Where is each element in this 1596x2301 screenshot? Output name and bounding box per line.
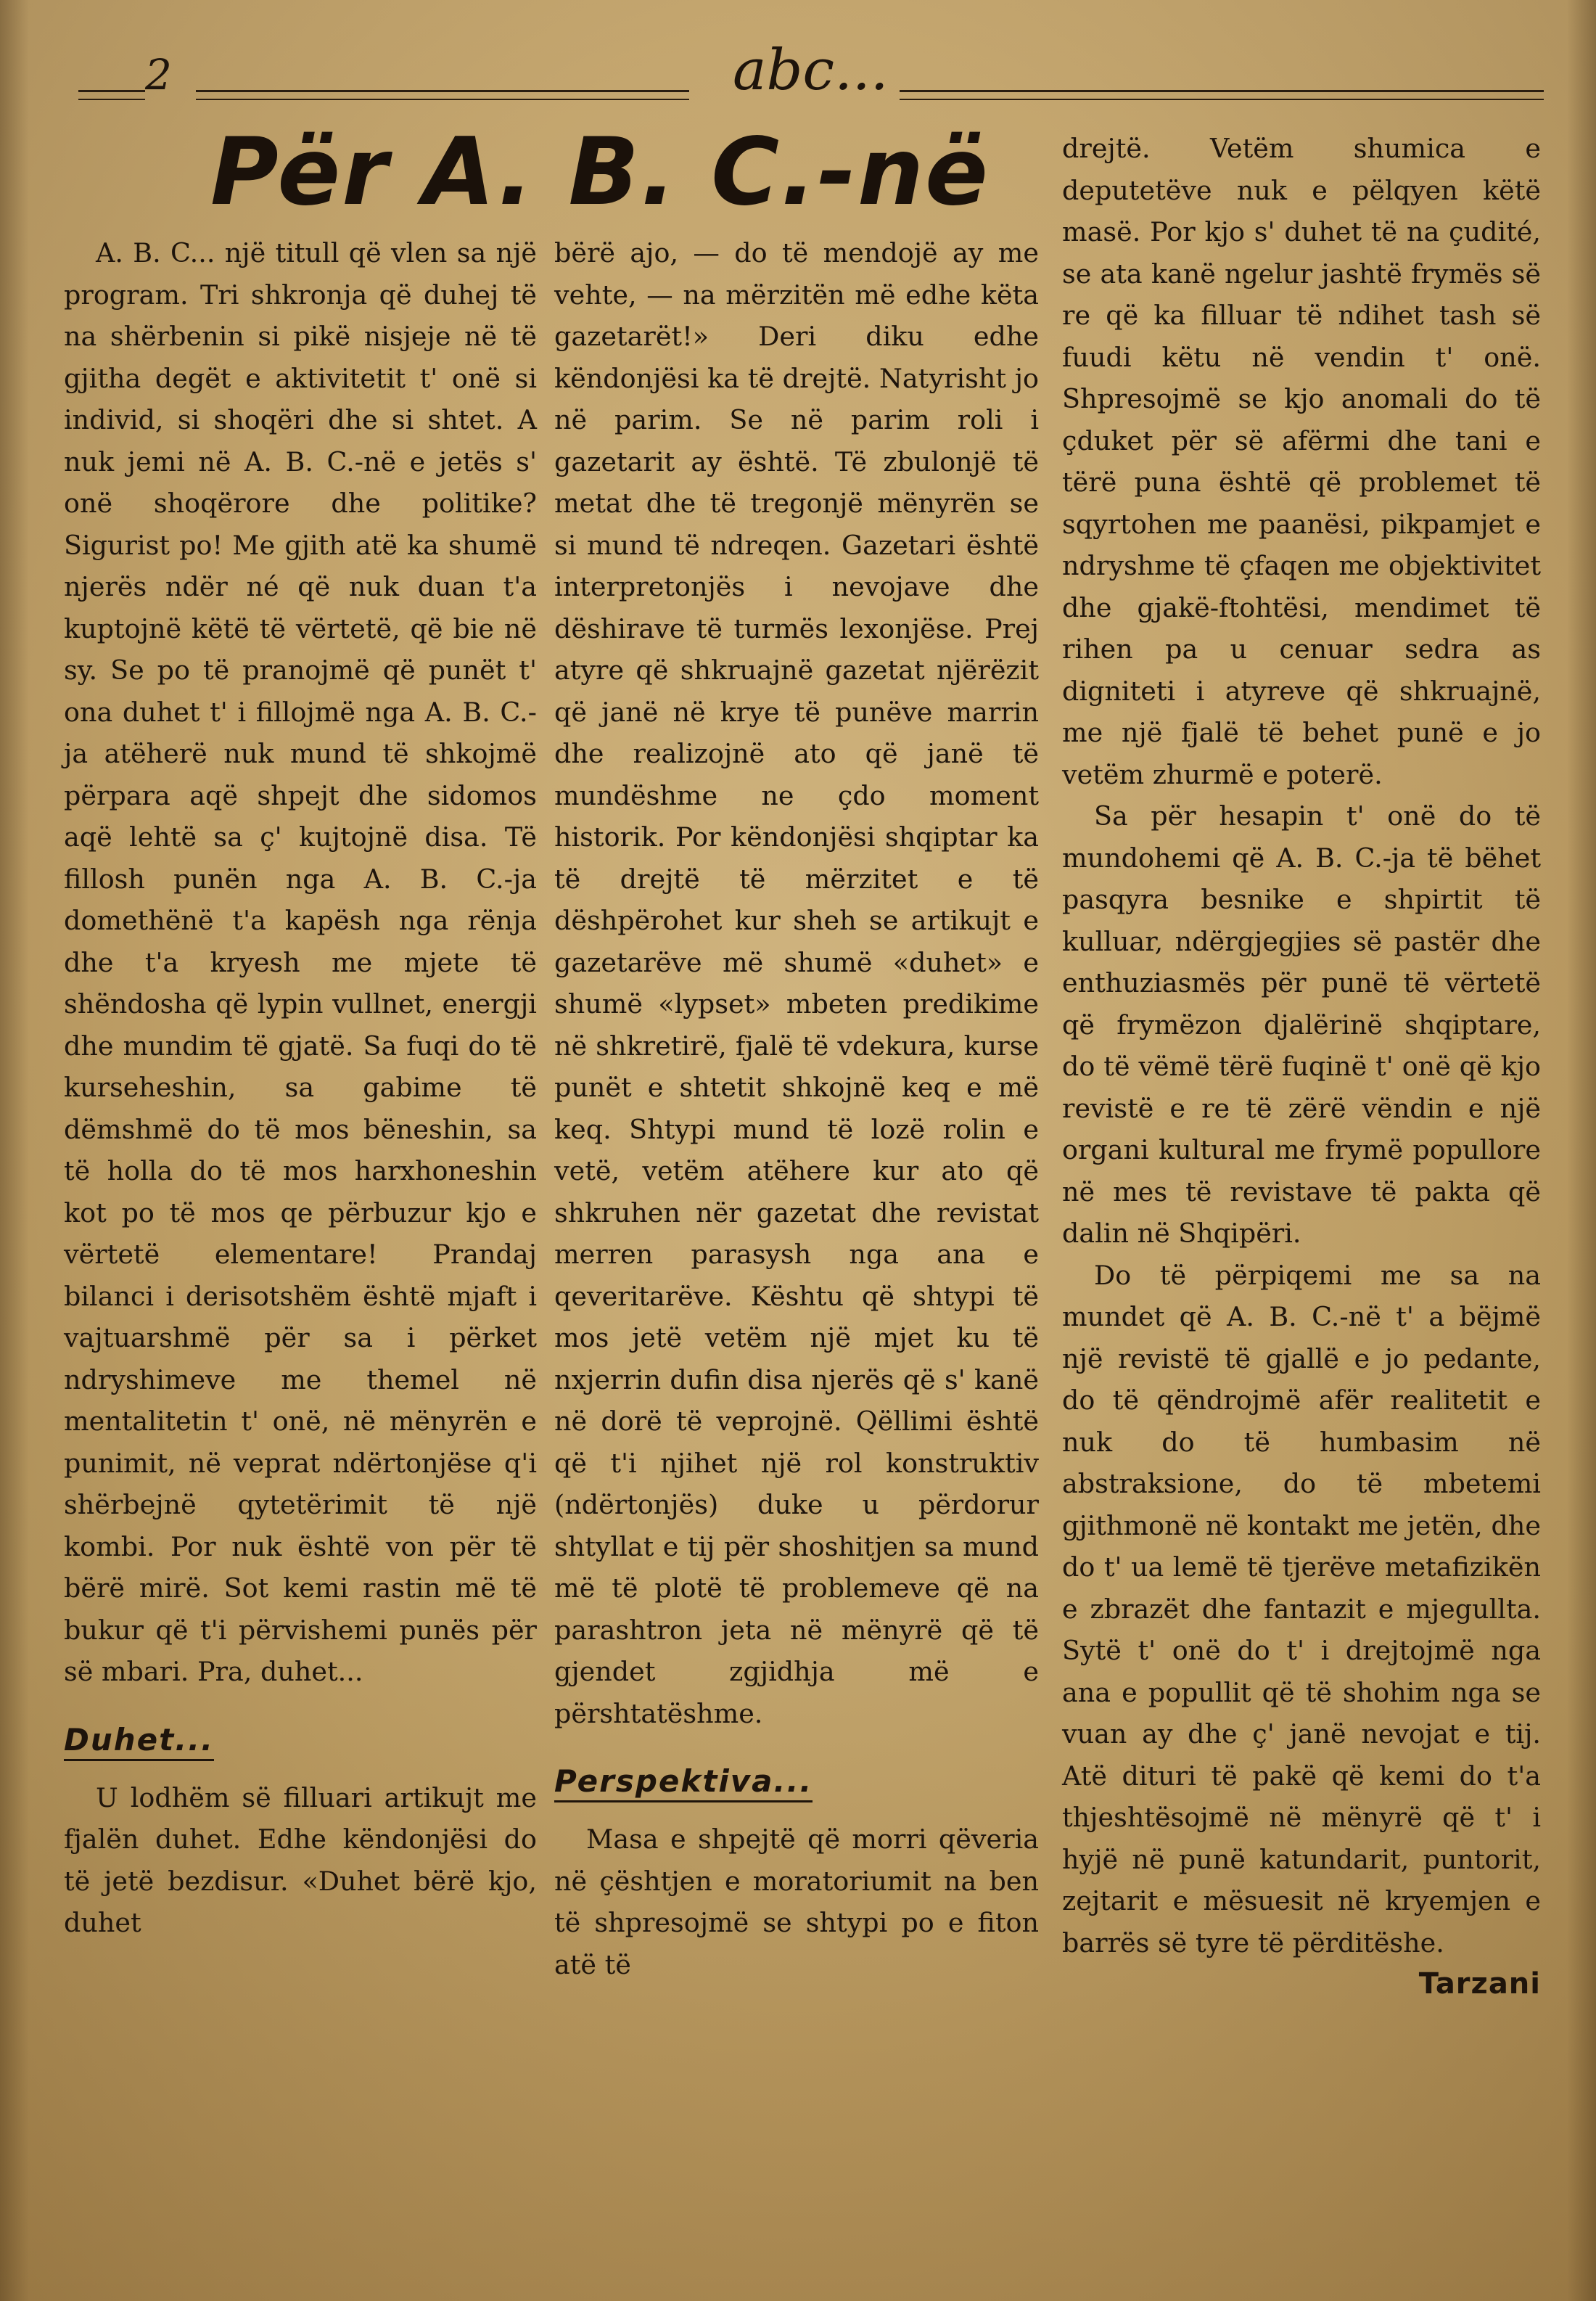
header-rule-right-lower xyxy=(900,99,1544,100)
subhead-duhet xyxy=(64,1719,537,1761)
header-rule-left-lower xyxy=(78,99,145,100)
paragraph-duhet: U lodhëm së filluari artikujt me fjalën duhet. Edhe këndonjësi do të jetë bezdisur. «Duhet bërë kjo, duhet xyxy=(64,1781,537,1938)
author-signature: Tarzani xyxy=(1418,1967,1541,2001)
page-number: 2 xyxy=(145,50,172,99)
paragraph-continued-2: drejtë. Vetëm shumica e deputetëve nuk e pëlqyen këtë masë. Por kjo s' duhet të na çudité, se ata kanë ngelur jashtë frymës së re që ka filluar të ndihet tash së fuudi këtu në vendin t' onë. Shpresojmë se kjo anomali do të çduket për së afërmi dhe tani e tërë puna është që problemet të sqyrtohen me paanësi, pikpamjet e ndryshme të çfaqen me objektivitet dhe gjakë-ftohtësi, mendimet të rihen pa u cenuar sedra as digniteti i atyreve që shkruajnë, me një fjalë të behet punë e jo vetëm zhurmë e poterë. xyxy=(1062,133,1541,790)
header-rule-right xyxy=(900,90,1544,92)
subhead-duhet-text: Duhet... xyxy=(64,1722,214,1761)
subhead-perspektiva-text: Perspektiva... xyxy=(554,1763,813,1802)
header-rule-mid-lower xyxy=(196,99,689,100)
column-3 xyxy=(1062,128,1541,2006)
page-edge-shadow-right xyxy=(1567,0,1596,2301)
masthead: abc... xyxy=(733,38,889,103)
column-2 xyxy=(554,232,1039,1985)
subhead-perspektiva xyxy=(554,1760,1039,1802)
page-edge-shadow-left xyxy=(0,0,29,2301)
paragraph-hesapin: Sa për hesapin t' onë do të mundohemi që A. B. C.-ja të bëhet pasqyra besnike e shpirtit të kulluar, ndërgjegjies së pastër dhe enthuziasmës për punë të vërtetë që frymëzon djalërinë shqiptare, do të vëmë tërë fuqinë t' onë që kjo revistë e re të zërë vëndin e një organi kultural me frymë popullore në mes të revistave të pakta që dalin në Shqipëri. xyxy=(1062,800,1541,1249)
paragraph-continued: bërë ajo, — do të mendojë ay me vehte, — na mërzitën më edhe këta gazetarët!» Deri diku edhe këndonjësi ka të drejtë. Natyrisht jo në parim. Se në parim roli i gazetarit ay është. Të zbulonjë të metat dhe të tregonjë mënyrën se si mund të ndreqen. Gazetari është interpretonjës i nevojave dhe dëshirave të turmës lexonjëse. Prej atyre që shkruajnë gazetat njërëzit që janë në krye të punëve marrin dhe realizojnë ato që janë të mundëshme ne çdo moment historik. Por këndonjësi shqiptar ka të drejtë të mërzitet e të dëshpërohet kur sheh se artikujt e gazetarëve më shumë «duhet» e shumë «lypset» mbeten predikime në shkretirë, fjalë të vdekura, kurse punët e shtetit shkojnë keq e më keq. Shtypi mund të lozë rolin e vetë, vetëm atëhere kur ato që shkruhen nër gazetat dhe revistat merren parasysh nga ana e qeveritarëve. Kështu që shtypi të mos jetë vetëm një mjet ku të nxjerrin dufin disa njerës që s' kanë në dorë të veprojnë. Qëllimi është që t'i njihet një rol konstruktiv (ndërtonjës) duke u përdorur shtyllat e tij për shoshitjen sa mund më të plotë të problemeve që na parashtron jeta në mënyrë që të gjendet zgjidhja më e përshtatëshme. xyxy=(554,237,1039,1729)
paragraph-intro: A. B. C... një titull që vlen sa një program. Tri shkronja që duhej të na shërbenin si pikë nisjeje në të gjitha degët e aktivitetit t' onë si individ, si shoqëri dhe si shtet. A nuk jemi në A. B. C.-në e jetës s' onë shoqërore dhe politike? Sigurist po! Me gjith atë ka shumë njerës ndër né që nuk duan t'a kuptojnë këtë të vërtetë, që bie në sy. Se po të pranojmë që punët t' ona duhet t' i fillojmë nga A. B. C.-ja atëherë nuk mund të shkojmë përpara aqë shpejt dhe sidomos aqë lehtë sa ç' kujtojnë disa. Të fillosh punën nga A. B. C.-ja domethënë t'a kapësh nga rënja dhe t'a kryesh me mjete të shëndosha që lypin vullnet, energji dhe mundim të gjatë. Sa fuqi do të kurseheshin, sa gabime të dëmshmë do të mos bëneshin, sa të holla do të mos harxhoneshin kot po të mos qe përbuzur kjo e vërtetë elementare! Prandaj bilanci i derisotshëm është mjaft i vajtuarshmë për sa i përket ndryshimeve me themel në mentalitetin t' onë, në mënyrën e punimit, në veprat ndërtonjëse q'i shërbejnë qytetërimit të një kombi. Por nuk është von për të bërë mirë. Sot kemi rastin më të bukur që t'i përvishemi punës për së mbari. Pra, duhet... xyxy=(64,237,537,1687)
paragraph-perpiqemi: Do të përpiqemi me sa na mundet që A. B. C.-në t' a bëjmë një revistë të gjallë e jo pedante, do të qëndrojmë afër realitetit e nuk do të humbasim në abstraksione, do të mbetemi gjithmonë në kontakt me jetën, dhe do t' ua lemë të tjerëve metafizikën e zbrazët dhe fantazit e mjegullta. Sytë t' onë do t' i drejtojmë nga ana e popullit që të shohim nga se vuan ay dhe ç' janë nevojat e tij. Atë dituri të pakë që kemi do t'a thjeshtësojmë në mënyrë që t' i hyjë në punë katundarit, puntorit, zejtarit e mësuesit në kryemjen e barrës së tyre të përditëshe. xyxy=(1062,1259,1541,1958)
column-1 xyxy=(64,232,537,1944)
header-rule-mid xyxy=(196,90,689,92)
article-title: Për A. B. C.-në xyxy=(210,118,990,226)
paragraph-perspektiva: Masa e shpejtë që morri qëveria në çështjen e moratoriumit na ben të shpresojmë se shtypi po e fiton atë të xyxy=(554,1824,1039,1980)
header-rule-left xyxy=(78,90,145,92)
